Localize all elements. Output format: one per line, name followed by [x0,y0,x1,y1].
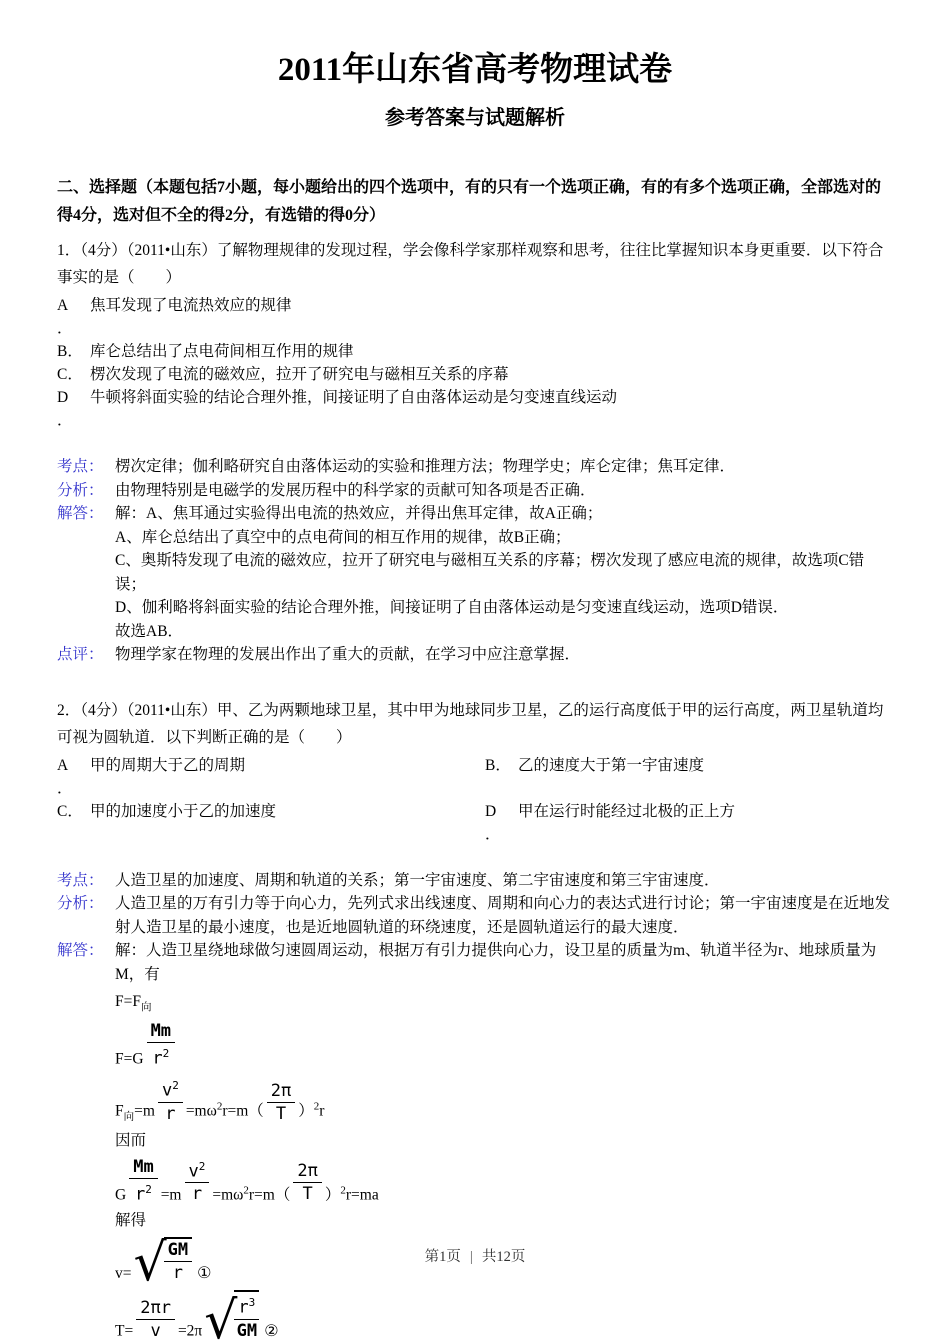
math-superscript: 2 [145,1182,152,1196]
option-row [485,777,893,800]
math-superscript: 2 [340,1184,346,1197]
fraction [293,1161,321,1204]
dianping-label: 点评： [57,646,104,664]
fenxi-text: 人造卫星的万有引力等于向心力，先列式求出线速度、周期和向心力的表达式进行讨论；第一宇宙速度是在近地发射人造卫星的最小速度，也是近地圆轨道的环绕速度，还是圆轨道运行的最大速度． [115,895,891,936]
fraction-denominator: GM [236,1320,258,1341]
fenxi-label: 分析： [57,895,104,913]
option-row [57,823,485,846]
question-2-stem: 2．（4分）（2011•山东）甲、乙为两颗地球卫星，其中甲为地球同步卫星，乙的运行高度低于甲的运行高度，两卫星轨道均可视为圆轨道．以下判断正确的是（ ） [57,701,884,746]
solution-formulas [115,993,893,1344]
footer-separator: | [469,1249,473,1265]
math-superscript: 2 [313,1100,320,1113]
sqrt-sign-icon: √ [133,1233,167,1294]
math-text: r [238,1297,249,1318]
formula-gravitation [115,1021,893,1069]
question-2-analysis-block [57,869,893,987]
square-root [204,1290,259,1344]
sqrt-body [234,1290,259,1341]
fenxi-label: 分析： [57,481,104,499]
fraction [267,1081,295,1124]
option-text: 甲的加速度小于乙的加速度 [90,802,277,820]
option-row [57,800,485,823]
option-row [485,800,893,823]
option-row [57,777,485,800]
option-text: 楞次发现了电流的磁效应，拉开了研究电与磁相互关系的序幕 [90,366,509,384]
formula-connector: 解得 [115,1212,147,1230]
formula-f-equals-f-centripetal [115,993,893,1014]
fraction-denominator: T [275,1103,287,1124]
fraction-numerator: Mm [129,1157,157,1179]
jieda-row [57,502,893,643]
math-superscript: 2 [172,1079,179,1092]
option-label: C． [57,366,83,384]
math-text: T= [115,1322,134,1340]
page-title: 2011年山东省高考物理试卷 [277,52,673,88]
math-text: =mω [212,1186,244,1204]
formula-period [115,1290,893,1344]
math-text: r [135,1184,146,1205]
option-text: 甲的周期大于乙的周期 [90,756,246,774]
math-text: =m [134,1102,155,1120]
option-label: ． [485,825,501,843]
fraction-denominator: r [191,1184,203,1205]
footer-current-page: 第1页 [424,1249,461,1265]
option-row [57,294,893,317]
option-text [90,823,485,846]
equation-number: ② [264,1322,279,1340]
math-text: ） [298,1102,314,1120]
question-1 [57,237,893,667]
fenxi-text: 由物理特别是电磁学的发展历程中的科学家的贡献可知各项是否正确． [115,481,596,499]
option-label: D [485,802,497,820]
math-text: r=m [248,1186,275,1204]
option-label [485,777,518,800]
jieda-content [115,502,893,643]
math-text: =2π [177,1322,203,1340]
jieda-line: 解：A、焦耳通过实验得出电流的热效应，并得出焦耳定律，故A正确； [115,505,603,523]
jieda-line: C、奥斯特发现了电流的磁效应，拉开了研究电与磁相互关系的序幕；楞次发现了感应电流的规律，故选项C错误； [115,552,865,593]
kaodian-row [57,455,893,479]
document-content [0,50,950,1344]
formula-connector: 因而 [115,1131,147,1149]
fraction-numerator: GM [164,1240,192,1262]
section-header: 二、选择题（本题包括7小题，每小题给出的四个选项中，有的只有一个选项正确，有的有多个选项正确，全部选对的得4分，选对但不全的得2分，有选错的得0分） [57,179,882,225]
math-superscript: 3 [248,1296,256,1310]
option-label: C． [57,802,83,820]
fraction-denominator: r [172,1263,183,1284]
option-text: 焦耳发现了电流热效应的规律 [90,297,292,315]
option-text [90,409,893,432]
math-text: G [115,1186,127,1204]
fraction-denominator: T [302,1184,313,1205]
math-text: r=ma [345,1186,379,1204]
jieda-row [57,939,893,986]
math-text: r=m [222,1102,249,1120]
jieda-line: 故选AB． [115,622,184,640]
math-text: r [152,1049,163,1069]
fraction [185,1157,210,1205]
option-text: 甲在运行时能经过北极的正上方 [518,802,736,820]
math-text: v [188,1161,199,1182]
math-superscript: 2 [198,1159,206,1173]
option-label: ． [57,412,73,430]
option-row [57,340,893,363]
jieda-label: 解答： [57,505,104,523]
fraction [158,1076,183,1124]
jieda-line: D、伽利略将斜面实验的结论合理外推，间接证明了自由落体运动是匀变速直线运动，选项D错误． [115,599,789,617]
option-row [57,363,893,386]
option-label: ． [57,779,73,797]
fraction-numerator: Mm [147,1021,175,1043]
option-row [57,386,893,409]
math-text: v= [115,1265,132,1283]
footer-total-pages: 共12页 [481,1249,526,1265]
option-text: 牛顿将斜面实验的结论合理外推，间接证明了自由落体运动是匀变速直线运动 [90,389,618,407]
fraction-numerator: 2π [293,1161,321,1183]
option-row [57,409,893,432]
fraction-numerator [234,1293,259,1320]
kaodian-text: 楞次定律；伽利略研究自由落体运动的实验和推理方法；物理学史；库仑定律；焦耳定律． [115,458,736,476]
question-1-stem: 1．（4分）（2011•山东）了解物理规律的发现过程，学会像科学家那样观察和思考，往往比掌握知识本身更重要．以下符合事实的是（ ） [57,242,884,287]
option-label: B． [485,756,511,774]
fraction-numerator [185,1157,210,1184]
option-text [90,317,893,340]
formula-combined [115,1157,893,1205]
equation-number: ① [197,1265,212,1283]
option-label: ． [57,320,73,338]
option-label [57,823,90,846]
math-text: （ [248,1102,264,1120]
math-text: r [319,1102,325,1120]
page-subtitle: 参考答案与试题解析 [385,107,565,130]
math-text: ） [324,1186,341,1204]
question-1-analysis-block [57,455,893,667]
math-text: =mω [185,1102,217,1120]
jieda-line: A、库仑总结出了真空中的点电荷间的相互作用的规律，故B正确； [115,528,571,546]
option-text [518,823,893,846]
option-label: B． [57,343,83,361]
fraction [147,1021,175,1069]
fraction [234,1293,259,1341]
fraction [129,1157,157,1205]
math-subscript: 向 [123,1111,135,1123]
math-text: =m [160,1186,182,1204]
option-text [90,777,485,800]
fraction-numerator: 2πr [136,1298,175,1320]
fraction-numerator: 2π [267,1081,295,1103]
option-label: D [57,389,69,407]
fenxi-row [57,892,893,939]
fraction-denominator: v [150,1320,161,1341]
option-label: A [57,297,69,315]
option-row [57,317,893,340]
option-label: A [57,756,69,774]
math-text: F=F [115,993,141,1011]
fraction-denominator [152,1043,169,1069]
math-text: F=G [115,1051,144,1068]
math-superscript: 2 [216,1100,223,1113]
fraction-numerator [158,1076,183,1103]
option-text [518,777,893,800]
kaodian-row [57,869,893,893]
math-text: F [115,1102,124,1120]
fraction-denominator [135,1179,152,1205]
option-text: 乙的速度大于第一宇宙速度 [518,756,705,774]
math-text: v [161,1080,173,1101]
option-row [57,754,485,777]
fraction [136,1298,175,1341]
math-text: （ [274,1186,291,1204]
dianping-text: 物理学家在物理的发展出作出了重大的贡献，在学习中应注意掌握． [115,646,581,664]
fenxi-row [57,479,893,503]
kaodian-text: 人造卫星的加速度、周期和轨道的关系；第一宇宙速度、第二宇宙速度和第三宇宙速度． [115,871,720,889]
math-subscript: 向 [140,1002,152,1014]
fraction-denominator: r [165,1103,176,1124]
jieda-intro: 解：人造卫星绕地球做匀速圆周运动，根据万有引力提供向心力，设卫星的质量为m、轨道半径为r、地球质量为M，有 [115,942,877,983]
kaodian-label: 考点： [57,458,104,476]
sqrt-sign-icon: √ [204,1290,238,1344]
math-superscript: 2 [162,1047,170,1061]
dianping-row [57,643,893,667]
question-1-options [57,294,893,432]
page-footer [0,1245,950,1266]
kaodian-label: 考点： [57,871,104,889]
option-row [485,823,893,846]
formula-centripetal-force [115,1076,893,1124]
jieda-label: 解答： [57,942,104,960]
option-text: 库仑总结出了点电荷间相互作用的规律 [90,343,354,361]
question-2-options [57,754,893,846]
math-superscript: 2 [243,1184,249,1197]
option-row [485,754,893,777]
